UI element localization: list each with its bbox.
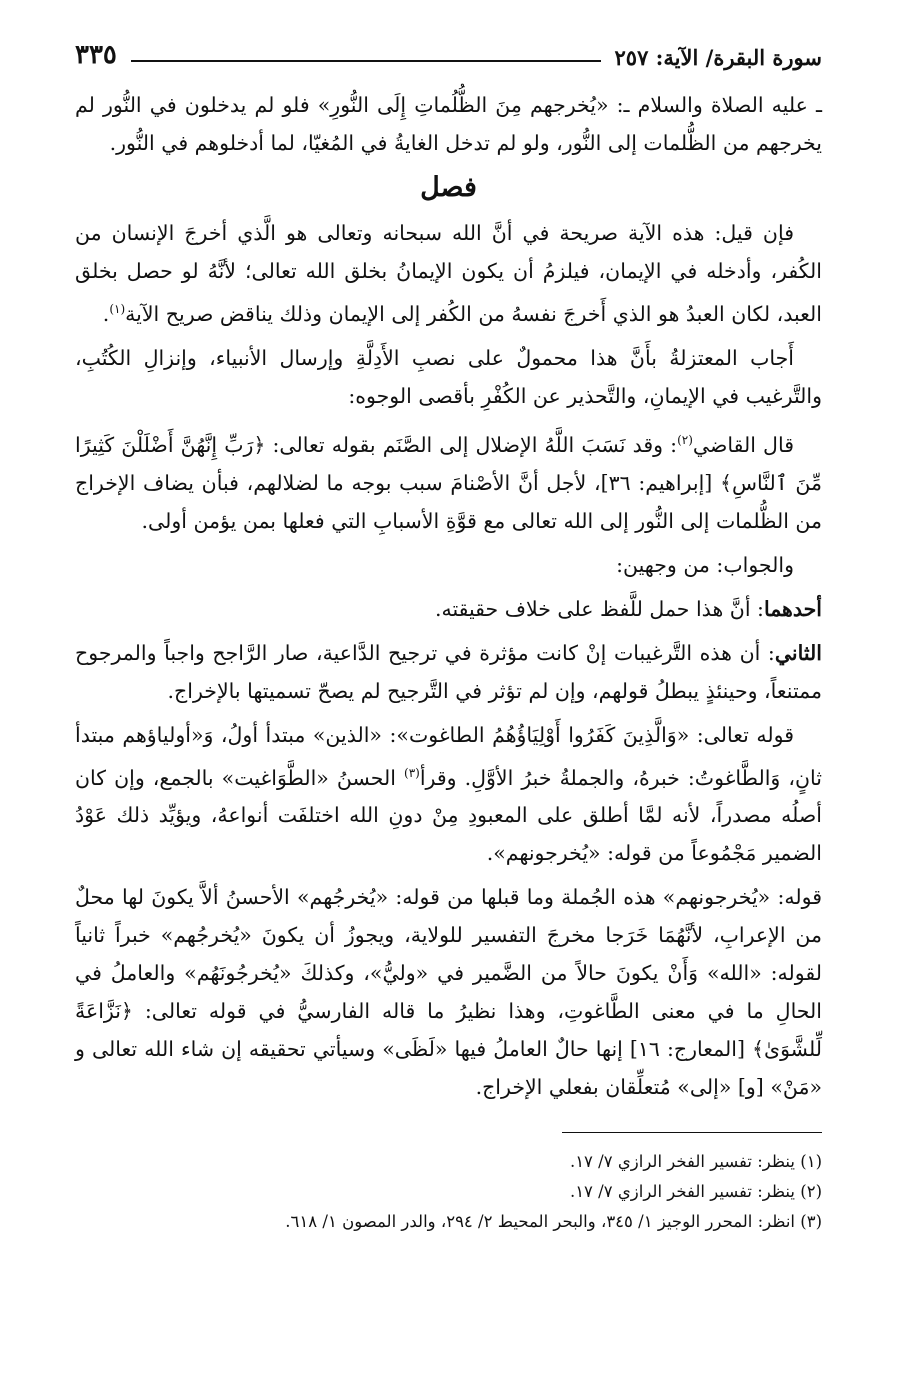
paragraph-text: قوله تعالى: «وَالَّذِينَ كَفَرُوا أَوْلِيَاؤُهُمُ الطاغوت»: «الذين» مبتدأ أولُ، وَ«أولياؤهم مبتدأ ثانٍ، وَالطَّاغوتُ: خبرهُ، والجملةُ خبرُ الأوَّلِ. وقرأ [75, 722, 822, 790]
paragraph-text-end: . [102, 301, 110, 326]
paragraph-taghut [75, 716, 822, 873]
footnote-ref-1[interactable]: (١) [109, 302, 126, 316]
point-lead-first: أحدهما [763, 596, 822, 621]
footnote-ref-3[interactable]: (٣) [404, 765, 420, 780]
paragraph-continuation: ـ عليه الصلاة والسلام ـ: «يُخرجهم مِنَ الظُّلُماتِ إِلَى النُّورِ» فلو لم يدخلون في النُّور لم يخرجهم من الظُّلمات إلى النُّور، ولو لم تدخل الغايةُ في المُغيّا، لما أدخلوهم في النُّور. [75, 93, 822, 155]
paragraph-mutazila: أَجاب المعتزلةُ بأَنَّ هذا محمولٌ على نصبِ الأَدِلَّةِ وإرسال الأنبياء، وإنزالِ الكُتُبِ، والتَّرغيب في الإيمانِ، والتَّحذير عن الكُفْرِ بأقصى الوجوه: [75, 345, 822, 408]
paragraph-qadi [75, 421, 822, 540]
footnote-separator [562, 1132, 822, 1133]
running-header [75, 28, 822, 70]
footnote-ref-2[interactable]: (٢) [677, 432, 693, 447]
paragraph-answer: والجواب: من وجهين: [616, 552, 794, 577]
header-rule [131, 60, 601, 62]
paragraph-grammar: قوله: «يُخرجونهم» هذه الجُملة وما قبلها من قوله: «يُخرجُهم» الأحسنُ ألاَّ يكونَ لها محلٌ من الإعرابِ، لأنَّهُمَا خَرَجا مخرجَ التفسير للولاية، ويجوزُ أن يكونَ «يُخرجُهم» خبراً ثانياً لقوله: «الله» وَأَنْ يكونَ حالاً من الضَّمير في «وليُّ»، وكذلكَ «يُخرجُونَهُم» والعاملُ في الحالِ ما في معنى الطَّاغوتِ، وهذا نظيرُ ما قاله الفارسيُّ في قوله تعالى: ﴿نَزَّاعَةً لِّلشَّوَىٰ﴾ [المعارج: ١٦] إنها حالٌ العاملُ فيها «لَظَى» وسيأتي تحقيقه إن شاء الله تعالى و «مَنْ» [و] «إلى» مُتعلِّقان بفعلي الإخراج. [75, 885, 822, 1100]
paragraph-text: فإن قيل: هذه الآية صريحة في أنَّ الله سبحانه وتعالى هو الَّذي أخرجَ الإنسان من الكُفر، وأدخله في الإيمان، فيلزمُ أن يكون الإيمانُ بخلق الله تعالى؛ لأنَّهُ لو حصل بخلق العبد، لكان العبدُ هو الذي أَخرجَ نفسهُ من الكُفر إلى الإيمان وذلك يناقض صريح الآية [75, 221, 822, 326]
point-lead-second: الثاني [774, 640, 822, 665]
paragraph-text: قال القاضي [692, 432, 794, 457]
section-title: فصل [420, 172, 477, 203]
point-text-first: : أنَّ هذا حمل للَّفظ على خلاف حقيقته. [434, 596, 764, 621]
paragraph-objection [75, 214, 822, 333]
point-text-second: : أن هذه التَّرغيبات إنْ كانت مؤثرة في ترجيح الدَّاعية، صار الرَّاجح واجباً والمرجوح ممتنعاً، وحينئذٍ يبطلُ قولهم، وإن لم تؤثر في التَّرجيح لم يصحّ تسميتها بالإخراج. [75, 640, 822, 703]
page-number: ٣٣٥ [75, 40, 117, 70]
header-title: سورة البقرة/ الآية: ٢٥٧ [614, 45, 822, 70]
paragraph-text-rest: : وقد نَسَبَ اللَّهُ الإضلال إلى الصَّنَم بقوله تعالى: ﴿رَبِّ إِنَّهُنَّ أَضْلَلْنَ كَثِيرًا مِّنَ ٱلنَّاسِ﴾ [إبراهيم: ٣٦]، لأجل أنَّ الأصْنامَ سبب بوجه ما لضلالهم، فبأن يضاف الإخراج من الظُّلمات إلى النُّور إلى الله تعالى مع قوَّةِ الأسبابِ التي فعلها بمن يؤمن أولى. [75, 432, 822, 533]
footnote-3: (٣) انظر: المحرر الوجيز ١/ ٣٤٥، والبحر المحيط ٢/ ٢٩٤، والدر المصون ١/ ٦١٨. [285, 1212, 822, 1232]
footnotes [75, 1147, 822, 1237]
footnote-2: (٢) ينظر: تفسير الفخر الرازي ٧/ ١٧. [569, 1182, 822, 1202]
paragraph-first-point [75, 590, 822, 628]
body-text [75, 86, 822, 1106]
paragraph-text-rest: الحسنُ «الطَّوَاغيت» بالجمع، وإن كان أصلُه مصدراً، لأنه لمَّا أطلق على المعبودِ مِنْ دونِ الله اختلفَت أنواعهُ، ويؤيِّد ذلك عَوْدُ الضمير مَجْمُوعاً من قوله: «يُخرجونهم». [75, 765, 822, 866]
footnote-1: (١) ينظر: تفسير الفخر الرازي ٧/ ١٧. [569, 1152, 822, 1172]
paragraph-second-point [75, 634, 822, 710]
